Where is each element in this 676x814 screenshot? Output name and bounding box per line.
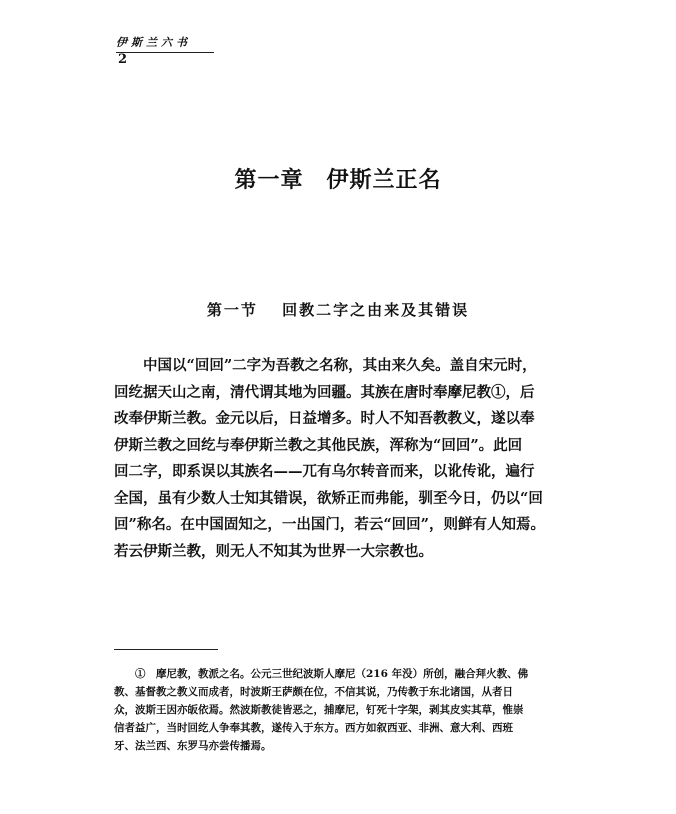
page-number: 2 (118, 52, 128, 67)
body-line: 伊斯兰教之回纥与奉伊斯兰教之其他民族，浑称为“回回”。此回 (114, 436, 523, 454)
footnote-divider (114, 649, 218, 650)
body-line: 回”称名。在中国固知之，一出国门，若云“回回”，则鲜有人知焉。 (114, 516, 546, 533)
body-line: 改奉伊斯兰教。金元以后，日益增多。时人不知吾教教义，遂以奉 (114, 410, 535, 427)
body-paragraph (114, 353, 560, 565)
body-line: 回二字，即系误以其族名——兀有乌尔转音而来，以讹传讹，遍行 (114, 463, 535, 480)
body-line: 全国，虽有少数人士知其错误，欲矫正而弗能，驯至今日，仍以“回 (114, 489, 543, 507)
running-title: 伊斯兰六书 (116, 34, 214, 53)
body-line: 若云伊斯兰教，则无人不知其为世界一大宗教也。 (114, 542, 433, 560)
footnote-line: 教、基督教之教义而成者，时波斯王萨颇在位，不信其说，乃传教于东北诸国，从者日 (114, 686, 513, 698)
chapter-title: 第一章 伊斯兰正名 (234, 167, 442, 193)
footnote-line: 众，波斯王因亦皈依焉。然波斯教徒皆恶之，捕摩尼，钉死十字架，剥其皮实其草，惟崇 (114, 704, 524, 716)
footnote-line: 牙、法兰西、东罗马亦尝传播焉。 (114, 740, 272, 752)
footnote-line: 信者益广，当时回纥人争奉其教，遂传入于东方。西方如叙西亚、非洲、意大利、西班 (114, 722, 513, 734)
section-title: 第一节 回教二字之由来及其错误 (206, 301, 470, 319)
body-line: 回纥据天山之南，清代谓其地为回疆。其族在唐时奉摩尼教①，后 (114, 383, 535, 401)
body-line: 中国以“回回”二字为吾教之名称，其由来久矣。盖自宋元时， (114, 357, 537, 374)
footnote (114, 665, 560, 755)
footnote-line: ① 摩尼教，教派之名。公元三世纪波斯人摩尼（216 年没）所创，融合拜火教、佛 (114, 668, 529, 680)
